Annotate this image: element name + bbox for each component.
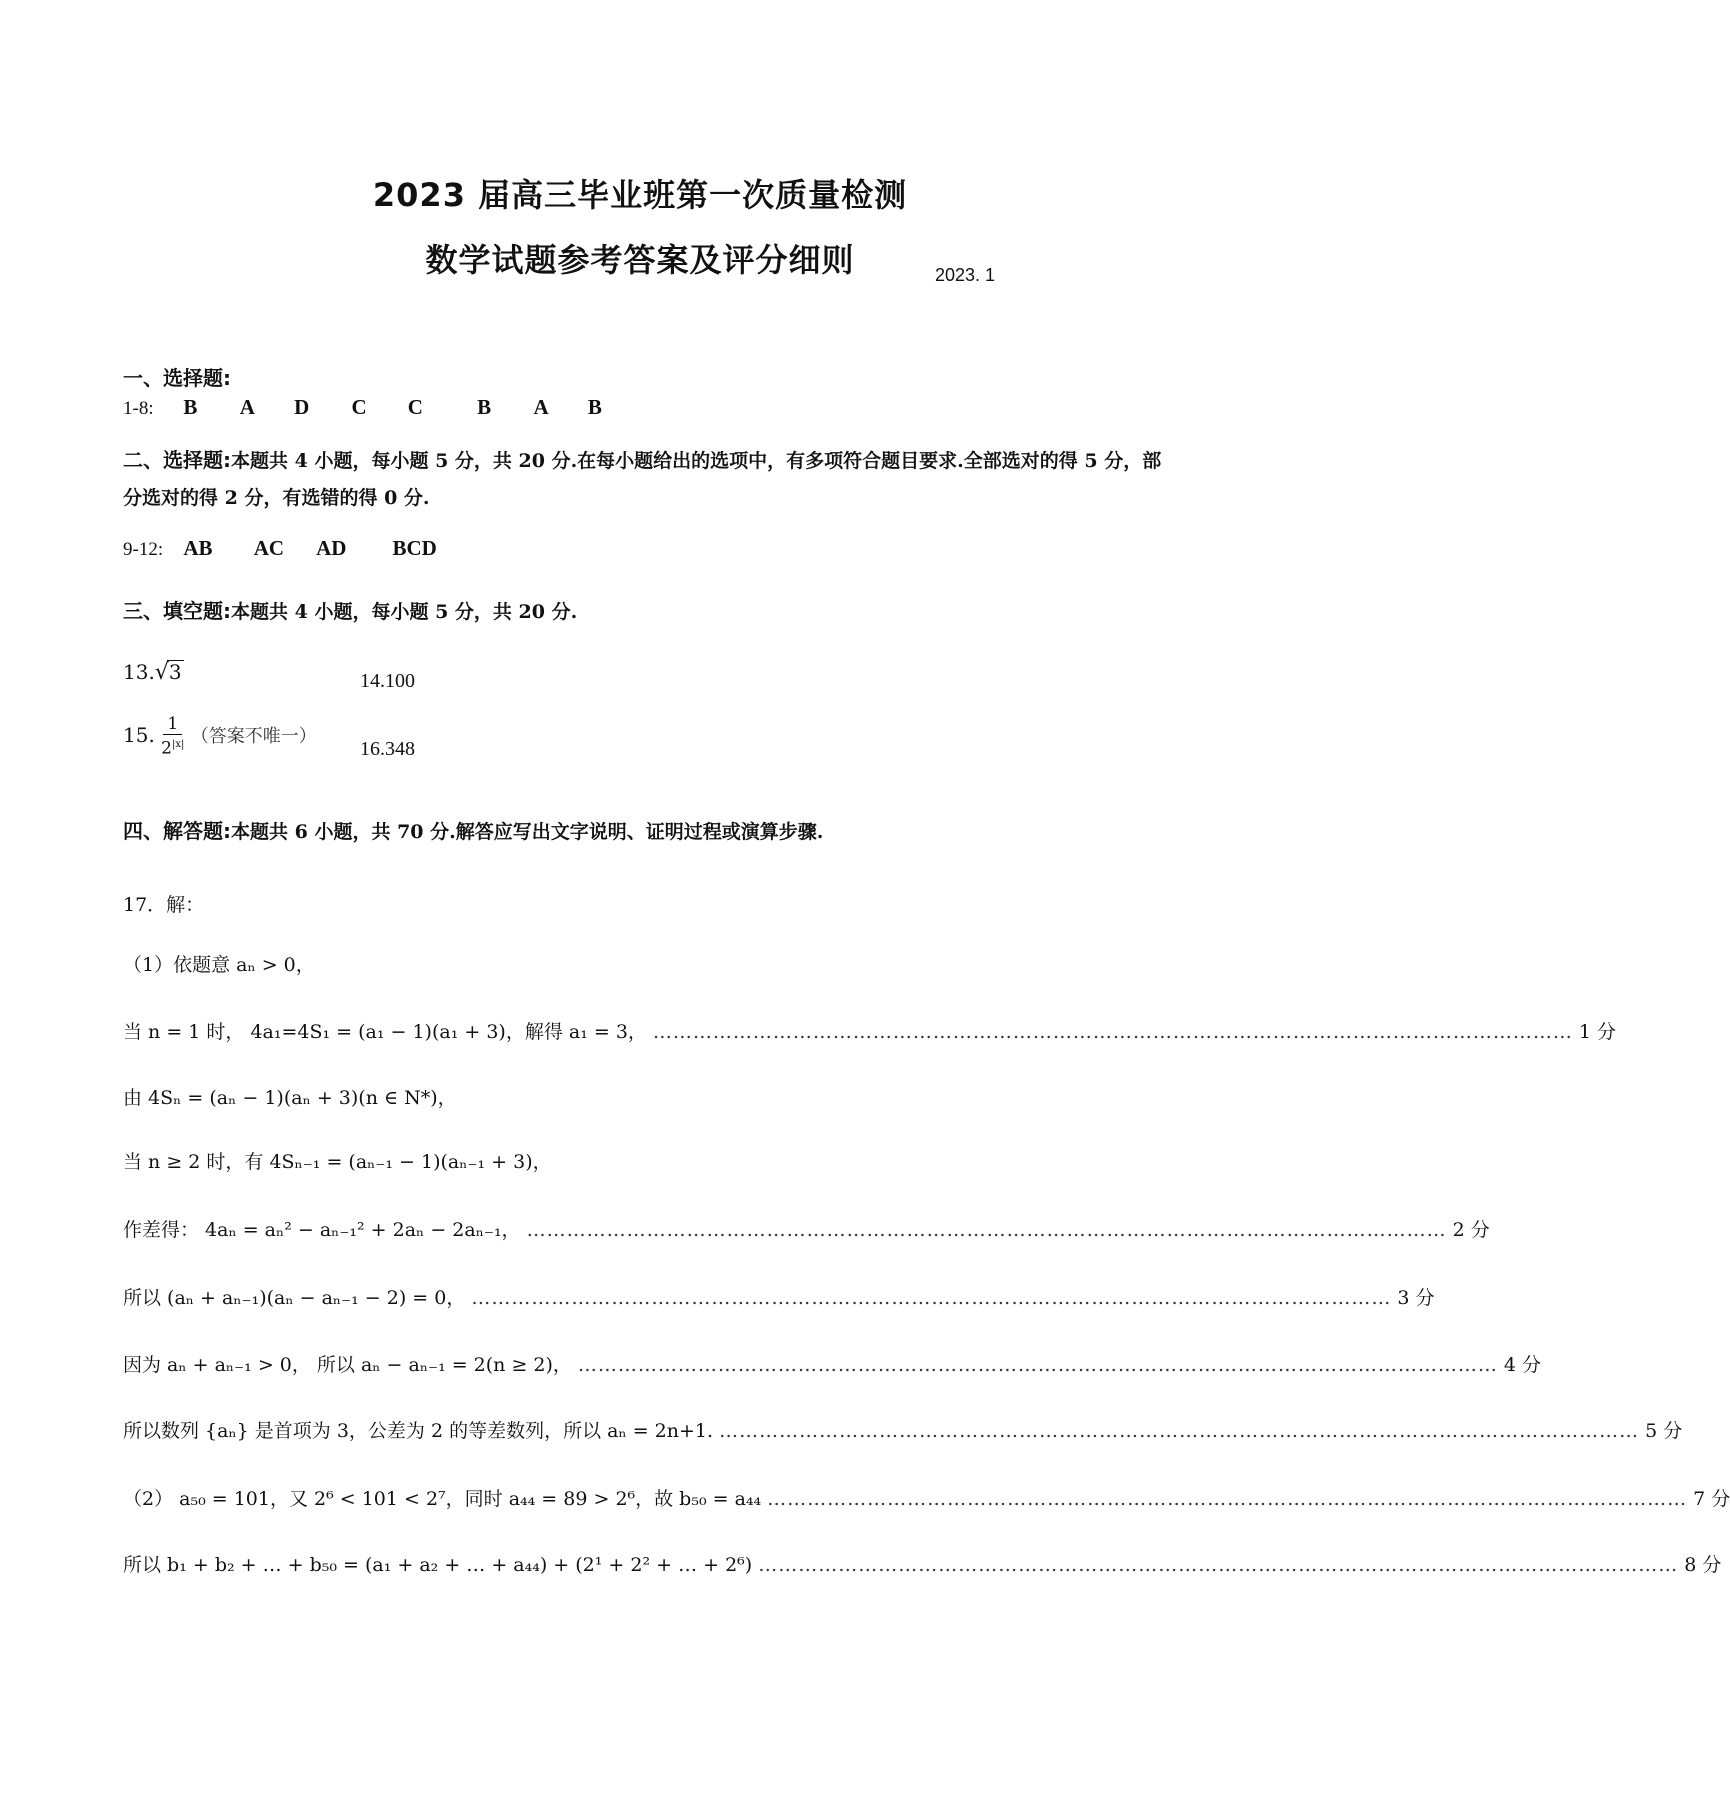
- section1-answers: [123, 395, 602, 420]
- section1-heading: 一、选择题:: [123, 366, 231, 390]
- q17-step-1-text: （1）依题意 aₙ > 0，: [123, 954, 315, 976]
- q17-step-9-score: 7 分: [1693, 1488, 1730, 1510]
- q15-note: （答案不唯一）: [190, 725, 317, 747]
- answer-2: A: [239, 395, 255, 419]
- q15-denominator: $2^{|x|}$: [161, 738, 185, 759]
- q15-fraction: [161, 714, 184, 759]
- leader-dots: …………………………………………………………………………………………………………………………: [719, 1420, 1640, 1442]
- q17-label: 17．解：: [123, 894, 205, 916]
- section3-block: [123, 595, 577, 624]
- section2-heading: 二、选择题:: [123, 448, 231, 472]
- q17-step-8-score: 5 分: [1645, 1420, 1683, 1442]
- answer-10: AC: [253, 536, 285, 560]
- leader-dots: …………………………………………………………………………………………………………………………: [577, 1354, 1498, 1376]
- q17-step-9-text: （2） a₅₀ = 101，又 2⁶ < 101 < 2⁷，同时 a₄₄ = 89 > 2⁶，故 b₅₀ = a₄₄: [123, 1488, 762, 1510]
- section1-range: 1-8:: [123, 398, 154, 419]
- page-title-line1: 2023 届高三毕业班第一次质量检测: [372, 176, 908, 214]
- answer-4: C: [351, 395, 367, 419]
- answer-11: AD: [316, 536, 347, 560]
- q17-step-1: [123, 950, 1135, 977]
- q17-step-4-text: 当 n ≥ 2 时，有 4Sₙ₋₁ = (aₙ₋₁ − 1)(aₙ₋₁ + 3)，: [123, 1151, 552, 1173]
- q17-step-6-score: 3 分: [1397, 1287, 1435, 1309]
- q13-value: 3: [168, 660, 182, 684]
- q17-step-10: [123, 1550, 1722, 1577]
- answer-6: B: [477, 395, 492, 419]
- answer-8: B: [587, 395, 602, 419]
- answer-12: BCD: [392, 536, 437, 560]
- leader-dots: …………………………………………………………………………………………………………………………: [652, 1021, 1573, 1043]
- q17-step-10-score: 8 分: [1684, 1554, 1722, 1576]
- q17-step-8: [123, 1416, 1683, 1443]
- sqrt-symbol: √: [154, 660, 169, 685]
- q15-numerator: 1: [163, 714, 182, 735]
- q17-step-5-score: 2 分: [1452, 1219, 1490, 1241]
- q16-answer: 16.348: [360, 738, 415, 760]
- section4-heading: 四、解答题:: [123, 819, 231, 843]
- q17-step-4: [123, 1147, 1135, 1174]
- leader-dots: …………………………………………………………………………………………………………………………: [526, 1219, 1447, 1241]
- q17-step-2: [123, 1017, 1617, 1044]
- answer-5: C: [407, 395, 423, 419]
- leader-dots: …………………………………………………………………………………………………………………………: [767, 1488, 1688, 1510]
- section2-block: [123, 442, 1168, 516]
- leader-dots: …………………………………………………………………………………………………………………………: [758, 1554, 1679, 1576]
- q13-label: 13.: [123, 660, 155, 684]
- q17-step-6-text: 所以 (aₙ + aₙ₋₁)(aₙ − aₙ₋₁ − 2) = 0，: [123, 1287, 466, 1309]
- q17-step-7-text: 因为 aₙ + aₙ₋₁ > 0， 所以 aₙ − aₙ₋₁ = 2(n ≥ 2)，: [123, 1354, 572, 1376]
- q17-step-5-text: 作差得： 4aₙ = aₙ² − aₙ₋₁² + 2aₙ − 2aₙ₋₁，: [123, 1219, 521, 1241]
- section2-range: 9-12:: [123, 539, 164, 560]
- q17-step-8-text: 所以数列 {aₙ} 是首项为 3，公差为 2 的等差数列，所以 aₙ = 2n+1.: [123, 1420, 714, 1442]
- answer-1: B: [183, 395, 198, 419]
- q15-label: 15.: [123, 722, 155, 747]
- section3-heading: 三、填空题:: [123, 599, 231, 623]
- q17-step-6: [123, 1283, 1435, 1310]
- section4-desc: 本题共 6 小题，共 70 分.解答应写出文字说明、证明过程或演算步骤.: [231, 821, 824, 843]
- q17-step-5: [123, 1215, 1490, 1242]
- leader-dots: …………………………………………………………………………………………………………………………: [471, 1287, 1392, 1309]
- q17-step-9: [123, 1484, 1730, 1511]
- answer-9: AB: [183, 536, 213, 560]
- section2-answers: [123, 536, 437, 561]
- q17-step-10-text: 所以 b₁ + b₂ + … + b₅₀ = (a₁ + a₂ + … + a₄₄) + (2¹ + 2² + … + 2⁶): [123, 1554, 753, 1576]
- q17-step-3: [123, 1083, 1135, 1110]
- q15-exponent: |x|: [172, 739, 185, 750]
- q17-step-7-score: 4 分: [1503, 1354, 1542, 1376]
- document-date: 2023. 1: [935, 265, 996, 285]
- q13-answer: [123, 660, 184, 685]
- page-title-line2: 数学试题参考答案及评分细则: [425, 241, 855, 279]
- q17-step-2-text: 当 n = 1 时， 4a₁=4S₁ = (a₁ − 1)(a₁ + 3)，解得 a₁ = 3，: [123, 1021, 647, 1043]
- answer-3: D: [294, 395, 310, 419]
- q15-answer: [123, 714, 317, 759]
- section3-desc: 本题共 4 小题，每小题 5 分，共 20 分.: [231, 601, 578, 623]
- answer-7: A: [533, 395, 549, 419]
- q17-step-2-score: 1 分: [1578, 1021, 1617, 1043]
- section2-desc: 本题共 4 小题，每小题 5 分，共 20 分.在每小题给出的选项中，有多项符合题目要求.全部选对的得 5 分，部分选对的得 2 分，有选错的得 0 分.: [123, 450, 1162, 509]
- q17-step-7: [123, 1350, 1542, 1377]
- q17-step-3-text: 由 4Sₙ = (aₙ − 1)(aₙ + 3)(n ∈ N*)，: [123, 1087, 457, 1109]
- section4-block: [123, 815, 823, 844]
- q14-answer: 14.100: [360, 670, 415, 692]
